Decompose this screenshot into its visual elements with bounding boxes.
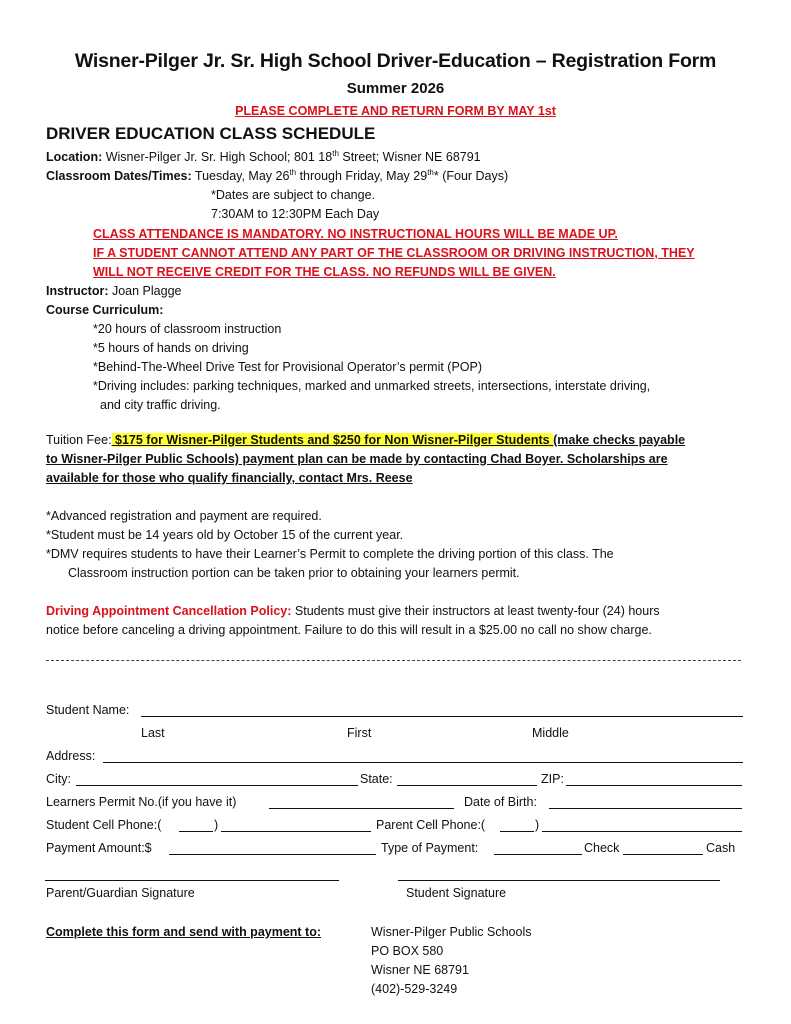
- tuition-highlight: $175 for Wisner-Pilger Students and $250 for Non Wisner-Pilger Students: [111, 433, 554, 447]
- location-label: Location:: [46, 150, 103, 164]
- location-text: Wisner-Pilger Jr. Sr. High School; 801 18: [102, 150, 333, 164]
- note-item: *Advanced registration and payment are required.: [46, 509, 322, 523]
- name-part-last: Last: [141, 726, 165, 740]
- parent-signature-label: Parent/Guardian Signature: [46, 886, 195, 900]
- name-part-first: First: [347, 726, 372, 740]
- note-item: *Student must be 14 years old by October 15 of the current year.: [46, 528, 404, 542]
- address-label: Address:: [46, 749, 96, 763]
- check-label: Check: [584, 841, 620, 855]
- attendance-warning: CLASS ATTENDANCE IS MANDATORY. NO INSTRUCTIONAL HOURS WILL BE MADE UP.: [93, 227, 618, 241]
- city-field[interactable]: [76, 785, 358, 786]
- schedule-heading: DRIVER EDUCATION CLASS SCHEDULE: [46, 124, 376, 143]
- location-line: [46, 150, 481, 164]
- phone-paren: ): [214, 818, 219, 832]
- class-times: 7:30AM to 12:30PM Each Day: [211, 207, 380, 221]
- parent-phone-label: Parent Cell Phone:(: [376, 818, 486, 832]
- student-phone-field[interactable]: [221, 831, 371, 832]
- dates-text-mid: through Friday, May 29: [296, 169, 428, 183]
- instructor-line: [46, 284, 181, 298]
- name-part-middle: Middle: [532, 726, 569, 740]
- note-item-continued: Classroom instruction portion can be taken prior to obtaining your learners permit.: [68, 566, 520, 580]
- curriculum-item: *Behind-The-Wheel Drive Test for Provisional Operator’s permit (POP): [93, 360, 483, 374]
- dates-sup: th: [289, 167, 297, 177]
- note-item: *DMV requires students to have their Learner’s Permit to complete the driving portion of this class. The: [46, 547, 614, 561]
- student-signature-label: Student Signature: [406, 886, 507, 900]
- mailing-phone: (402)-529-3249: [371, 982, 458, 996]
- parent-phone-field[interactable]: [542, 831, 742, 832]
- curriculum-item: *5 hours of hands on driving: [93, 341, 249, 355]
- form-subtitle: Summer 2026: [346, 80, 445, 97]
- payment-check-field[interactable]: [494, 854, 582, 855]
- cancellation-text: Students must give their instructors at least twenty-four (24) hours: [291, 604, 660, 618]
- payment-cash-field[interactable]: [623, 854, 703, 855]
- cancellation-label: Driving Appointment Cancellation Policy:: [46, 604, 292, 618]
- dob-field[interactable]: [549, 808, 742, 809]
- instructor-label: Instructor:: [46, 284, 109, 298]
- curriculum-label-text: Course Curriculum:: [46, 303, 164, 317]
- city-label: City:: [46, 772, 71, 786]
- tuition-checks-note: (make checks payable: [553, 433, 686, 447]
- form-title: Wisner-Pilger Jr. Sr. High School Driver-Education – Registration Form: [74, 50, 717, 72]
- deadline-notice: PLEASE COMPLETE AND RETURN FORM BY MAY 1st: [235, 104, 556, 118]
- phone-paren: ): [535, 818, 540, 832]
- student-signature-field[interactable]: [398, 880, 720, 881]
- cash-label: Cash: [706, 841, 736, 855]
- permit-label: Learners Permit No.(if you have it): [46, 795, 237, 809]
- attendance-warning: WILL NOT RECEIVE CREDIT FOR THE CLASS. NO REFUNDS WILL BE GIVEN.: [93, 265, 556, 279]
- mailing-instructions: Complete this form and send with payment to:: [46, 925, 322, 939]
- address-field[interactable]: [103, 762, 743, 763]
- student-name-label: Student Name:: [46, 703, 130, 717]
- cancellation-text-2: notice before canceling a driving appointment. Failure to do this will result in a $25.00 no call no show charge.: [46, 623, 652, 637]
- tuition-label: Tuition Fee:: [46, 433, 112, 447]
- state-label: State:: [360, 772, 393, 786]
- dob-label: Date of Birth:: [464, 795, 537, 809]
- zip-field[interactable]: [566, 785, 742, 786]
- student-name-field[interactable]: [141, 716, 743, 717]
- payment-type-label: Type of Payment:: [381, 841, 479, 855]
- student-phone-area-code[interactable]: [179, 831, 213, 832]
- instructor-name: Joan Plagge: [108, 284, 182, 298]
- curriculum-label: [46, 303, 163, 317]
- dates-text: Tuesday, May 26: [191, 169, 290, 183]
- location-sup: th: [332, 148, 339, 158]
- dates-text-end: * (Four Days): [433, 169, 509, 183]
- state-field[interactable]: [397, 785, 537, 786]
- tuition-line-3: available for those who qualify financially, contact Mrs. Reese: [46, 471, 413, 485]
- zip-label: ZIP:: [541, 772, 564, 786]
- dates-note: *Dates are subject to change.: [211, 188, 375, 202]
- curriculum-item-continued: and city traffic driving.: [100, 398, 221, 412]
- curriculum-item: *20 hours of classroom instruction: [93, 322, 282, 336]
- tuition-line-1: [46, 433, 685, 447]
- dates-label: Classroom Dates/Times:: [46, 169, 192, 183]
- cancellation-policy: [46, 604, 660, 618]
- location-text-end: Street; Wisner NE 68791: [338, 150, 481, 164]
- cut-line-divider: [46, 660, 741, 661]
- parent-signature-field[interactable]: [45, 880, 339, 881]
- dates-sup: th: [427, 167, 434, 177]
- dates-line: [46, 169, 508, 183]
- student-phone-label: Student Cell Phone:(: [46, 818, 162, 832]
- attendance-warning: IF A STUDENT CANNOT ATTEND ANY PART OF THE CLASSROOM OR DRIVING INSTRUCTION, THEY: [93, 246, 695, 260]
- mailing-address-line: Wisner NE 68791: [371, 963, 469, 977]
- payment-amount-label: Payment Amount:$: [46, 841, 152, 855]
- mailing-address-line: PO BOX 580: [371, 944, 444, 958]
- curriculum-item: *Driving includes: parking techniques, marked and unmarked streets, intersections, interstate driving,: [93, 379, 651, 393]
- permit-field[interactable]: [269, 808, 454, 809]
- tuition-line-2: to Wisner-Pilger Public Schools) payment plan can be made by contacting Chad Boyer. Scholarships are: [46, 452, 668, 466]
- mailing-address-line: Wisner-Pilger Public Schools: [371, 925, 532, 939]
- parent-phone-area-code[interactable]: [500, 831, 534, 832]
- payment-amount-field[interactable]: [169, 854, 376, 855]
